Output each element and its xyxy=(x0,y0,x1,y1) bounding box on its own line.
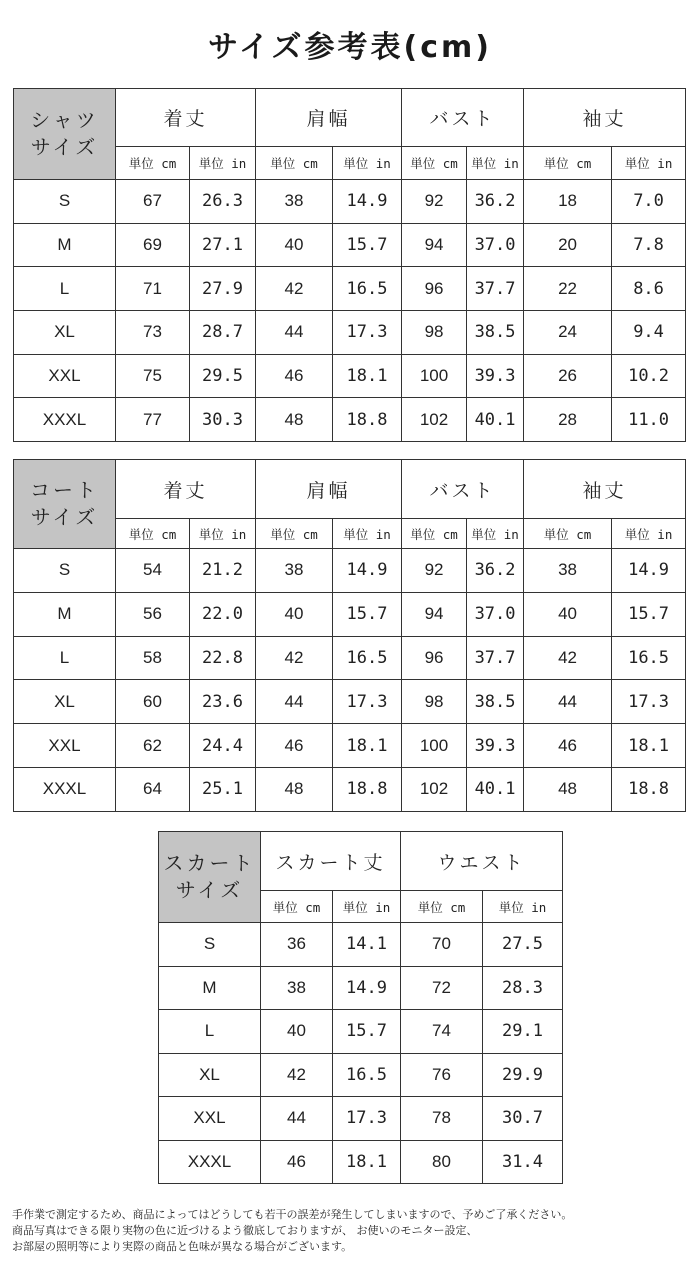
value-cm-cell: 92 xyxy=(402,549,467,593)
value-in-cell: 8.6 xyxy=(612,267,686,311)
value-in-cell: 18.8 xyxy=(333,767,402,811)
value-in-cell: 39.3 xyxy=(467,724,524,768)
value-cm-cell: 54 xyxy=(116,549,190,593)
value-in-cell: 37.0 xyxy=(467,223,524,267)
value-cm-cell: 77 xyxy=(116,398,190,442)
size-label-cell: M xyxy=(14,223,116,267)
shirt-size-label: シャツ サイズ xyxy=(14,89,116,180)
unit-cm: 単位 cm xyxy=(116,519,190,549)
value-cm-cell: 94 xyxy=(402,592,467,636)
value-in-cell: 23.6 xyxy=(190,680,256,724)
coat-header-sleeve: 袖丈 xyxy=(524,460,686,519)
value-in-cell: 15.7 xyxy=(333,592,402,636)
value-cm-cell: 26 xyxy=(524,354,612,398)
value-in-cell: 14.1 xyxy=(333,923,401,967)
table-row xyxy=(159,966,563,1010)
value-in-cell: 18.1 xyxy=(333,1140,401,1184)
value-cm-cell: 38 xyxy=(256,180,333,224)
value-in-cell: 27.9 xyxy=(190,267,256,311)
value-in-cell: 18.1 xyxy=(333,354,402,398)
value-cm-cell: 67 xyxy=(116,180,190,224)
table-row xyxy=(14,180,686,224)
coat-size-table xyxy=(13,459,686,812)
value-in-cell: 30.7 xyxy=(483,1097,563,1141)
value-in-cell: 16.5 xyxy=(333,636,402,680)
table-row xyxy=(14,767,686,811)
value-cm-cell: 94 xyxy=(402,223,467,267)
value-cm-cell: 40 xyxy=(261,1010,333,1054)
value-in-cell: 15.7 xyxy=(333,223,402,267)
table-row xyxy=(159,1053,563,1097)
unit-cm: 単位 cm xyxy=(256,147,333,180)
value-in-cell: 18.1 xyxy=(333,724,402,768)
value-cm-cell: 24 xyxy=(524,311,612,355)
size-label-cell: XXXL xyxy=(14,398,116,442)
value-cm-cell: 40 xyxy=(256,592,333,636)
unit-in: 単位 in xyxy=(333,891,401,923)
value-cm-cell: 80 xyxy=(401,1140,483,1184)
unit-cm: 単位 cm xyxy=(261,891,333,923)
table-row xyxy=(14,223,686,267)
unit-in: 単位 in xyxy=(467,519,524,549)
value-cm-cell: 56 xyxy=(116,592,190,636)
value-in-cell: 16.5 xyxy=(333,267,402,311)
coat-header-bust: バスト xyxy=(402,460,524,519)
disclaimer-note xyxy=(12,1207,692,1255)
value-cm-cell: 40 xyxy=(256,223,333,267)
value-in-cell: 37.7 xyxy=(467,636,524,680)
value-cm-cell: 18 xyxy=(524,180,612,224)
value-in-cell: 36.2 xyxy=(467,180,524,224)
value-in-cell: 16.5 xyxy=(612,636,686,680)
size-label-cell: XXL xyxy=(14,724,116,768)
value-in-cell: 28.7 xyxy=(190,311,256,355)
size-label-cell: XXXL xyxy=(14,767,116,811)
unit-in: 単位 in xyxy=(333,147,402,180)
value-in-cell: 27.1 xyxy=(190,223,256,267)
value-in-cell: 26.3 xyxy=(190,180,256,224)
value-cm-cell: 44 xyxy=(256,311,333,355)
value-in-cell: 14.9 xyxy=(333,966,401,1010)
value-cm-cell: 75 xyxy=(116,354,190,398)
value-in-cell: 18.8 xyxy=(612,767,686,811)
value-cm-cell: 20 xyxy=(524,223,612,267)
value-in-cell: 24.4 xyxy=(190,724,256,768)
size-label-cell: XXL xyxy=(159,1097,261,1141)
value-cm-cell: 46 xyxy=(256,354,333,398)
value-cm-cell: 72 xyxy=(401,966,483,1010)
skirt-size-label: スカート サイズ xyxy=(159,832,261,923)
value-in-cell: 37.0 xyxy=(467,592,524,636)
value-in-cell: 29.9 xyxy=(483,1053,563,1097)
value-in-cell: 9.4 xyxy=(612,311,686,355)
size-label-cell: XL xyxy=(159,1053,261,1097)
table-row xyxy=(14,724,686,768)
value-cm-cell: 102 xyxy=(402,767,467,811)
value-in-cell: 17.3 xyxy=(333,311,402,355)
size-label-cell: L xyxy=(159,1010,261,1054)
size-label-cell: XXXL xyxy=(159,1140,261,1184)
value-cm-cell: 70 xyxy=(401,923,483,967)
value-in-cell: 21.2 xyxy=(190,549,256,593)
table-row xyxy=(159,1010,563,1054)
size-label-cell: M xyxy=(159,966,261,1010)
unit-in: 単位 in xyxy=(190,519,256,549)
table-row xyxy=(14,636,686,680)
value-cm-cell: 102 xyxy=(402,398,467,442)
value-cm-cell: 22 xyxy=(524,267,612,311)
table-row xyxy=(14,267,686,311)
value-cm-cell: 38 xyxy=(524,549,612,593)
value-cm-cell: 71 xyxy=(116,267,190,311)
unit-in: 単位 in xyxy=(333,519,402,549)
value-cm-cell: 73 xyxy=(116,311,190,355)
unit-in: 単位 in xyxy=(467,147,524,180)
value-cm-cell: 38 xyxy=(256,549,333,593)
unit-in: 単位 in xyxy=(612,519,686,549)
value-in-cell: 40.1 xyxy=(467,767,524,811)
value-cm-cell: 48 xyxy=(524,767,612,811)
value-in-cell: 10.2 xyxy=(612,354,686,398)
value-cm-cell: 40 xyxy=(524,592,612,636)
value-in-cell: 14.9 xyxy=(612,549,686,593)
unit-cm: 単位 cm xyxy=(256,519,333,549)
value-cm-cell: 98 xyxy=(402,311,467,355)
value-cm-cell: 98 xyxy=(402,680,467,724)
value-cm-cell: 60 xyxy=(116,680,190,724)
value-cm-cell: 96 xyxy=(402,267,467,311)
skirt-header-waist: ウエスト xyxy=(401,832,563,891)
shirt-header-sleeve: 袖丈 xyxy=(524,89,686,147)
size-label-cell: S xyxy=(14,549,116,593)
unit-cm: 単位 cm xyxy=(402,147,467,180)
value-cm-cell: 48 xyxy=(256,767,333,811)
value-cm-cell: 38 xyxy=(261,966,333,1010)
value-in-cell: 39.3 xyxy=(467,354,524,398)
value-in-cell: 7.8 xyxy=(612,223,686,267)
table-row xyxy=(14,354,686,398)
unit-cm: 単位 cm xyxy=(402,519,467,549)
unit-cm: 単位 cm xyxy=(524,519,612,549)
value-in-cell: 22.0 xyxy=(190,592,256,636)
value-in-cell: 36.2 xyxy=(467,549,524,593)
unit-in: 単位 in xyxy=(483,891,563,923)
size-label-cell: S xyxy=(14,180,116,224)
value-cm-cell: 78 xyxy=(401,1097,483,1141)
value-cm-cell: 64 xyxy=(116,767,190,811)
value-cm-cell: 69 xyxy=(116,223,190,267)
value-cm-cell: 96 xyxy=(402,636,467,680)
table-row xyxy=(159,1140,563,1184)
shirt-header-bust: バスト xyxy=(402,89,524,147)
value-cm-cell: 42 xyxy=(261,1053,333,1097)
value-cm-cell: 46 xyxy=(524,724,612,768)
note-line: お部屋の照明等により実際の商品と色味が異なる場合がございます。 xyxy=(12,1240,353,1253)
note-line: 商品写真はできる限り実物の色に近づけるよう徹底しておりますが、 お使いのモニター設定、 xyxy=(12,1224,478,1237)
value-cm-cell: 100 xyxy=(402,724,467,768)
unit-in: 単位 in xyxy=(190,147,256,180)
unit-cm: 単位 cm xyxy=(116,147,190,180)
size-label-cell: L xyxy=(14,267,116,311)
value-in-cell: 11.0 xyxy=(612,398,686,442)
value-in-cell: 14.9 xyxy=(333,180,402,224)
skirt-size-table xyxy=(158,831,563,1184)
table-row xyxy=(159,923,563,967)
value-cm-cell: 44 xyxy=(524,680,612,724)
unit-cm: 単位 cm xyxy=(401,891,483,923)
value-in-cell: 30.3 xyxy=(190,398,256,442)
value-cm-cell: 58 xyxy=(116,636,190,680)
value-in-cell: 18.1 xyxy=(612,724,686,768)
value-in-cell: 40.1 xyxy=(467,398,524,442)
size-label-cell: XL xyxy=(14,680,116,724)
value-in-cell: 38.5 xyxy=(467,680,524,724)
size-label-cell: S xyxy=(159,923,261,967)
table-row xyxy=(14,680,686,724)
value-in-cell: 17.3 xyxy=(333,680,402,724)
value-cm-cell: 42 xyxy=(524,636,612,680)
size-label-cell: XL xyxy=(14,311,116,355)
coat-header-shoulder: 肩幅 xyxy=(256,460,402,519)
value-in-cell: 17.3 xyxy=(612,680,686,724)
skirt-header-length: スカート丈 xyxy=(261,832,401,891)
value-in-cell: 15.7 xyxy=(612,592,686,636)
shirt-header-length: 着丈 xyxy=(116,89,256,147)
note-line: 手作業で測定するため、商品によってはどうしても若干の誤差が発生してしまいますので、予めご了承ください。 xyxy=(12,1208,573,1221)
value-in-cell: 14.9 xyxy=(333,549,402,593)
value-cm-cell: 74 xyxy=(401,1010,483,1054)
size-label-cell: L xyxy=(14,636,116,680)
table-row xyxy=(14,592,686,636)
table-row xyxy=(14,398,686,442)
value-cm-cell: 92 xyxy=(402,180,467,224)
value-cm-cell: 44 xyxy=(256,680,333,724)
value-in-cell: 25.1 xyxy=(190,767,256,811)
value-cm-cell: 28 xyxy=(524,398,612,442)
value-in-cell: 7.0 xyxy=(612,180,686,224)
shirt-header-shoulder: 肩幅 xyxy=(256,89,402,147)
table-row xyxy=(14,311,686,355)
value-cm-cell: 100 xyxy=(402,354,467,398)
value-cm-cell: 44 xyxy=(261,1097,333,1141)
table-row xyxy=(159,1097,563,1141)
value-in-cell: 38.5 xyxy=(467,311,524,355)
value-in-cell: 18.8 xyxy=(333,398,402,442)
value-cm-cell: 76 xyxy=(401,1053,483,1097)
page-title: サイズ参考表(cm) xyxy=(207,30,493,65)
unit-in: 単位 in xyxy=(612,147,686,180)
value-in-cell: 29.5 xyxy=(190,354,256,398)
value-in-cell: 15.7 xyxy=(333,1010,401,1054)
value-cm-cell: 48 xyxy=(256,398,333,442)
value-in-cell: 27.5 xyxy=(483,923,563,967)
value-cm-cell: 62 xyxy=(116,724,190,768)
coat-size-label: コート サイズ xyxy=(14,460,116,549)
shirt-size-table xyxy=(13,88,686,442)
value-cm-cell: 42 xyxy=(256,636,333,680)
value-in-cell: 29.1 xyxy=(483,1010,563,1054)
coat-header-length: 着丈 xyxy=(116,460,256,519)
value-in-cell: 17.3 xyxy=(333,1097,401,1141)
value-cm-cell: 46 xyxy=(261,1140,333,1184)
value-cm-cell: 46 xyxy=(256,724,333,768)
value-in-cell: 22.8 xyxy=(190,636,256,680)
value-in-cell: 31.4 xyxy=(483,1140,563,1184)
value-in-cell: 28.3 xyxy=(483,966,563,1010)
size-label-cell: XXL xyxy=(14,354,116,398)
table-row xyxy=(14,549,686,593)
value-cm-cell: 42 xyxy=(256,267,333,311)
value-cm-cell: 36 xyxy=(261,923,333,967)
value-in-cell: 16.5 xyxy=(333,1053,401,1097)
unit-cm: 単位 cm xyxy=(524,147,612,180)
size-label-cell: M xyxy=(14,592,116,636)
value-in-cell: 37.7 xyxy=(467,267,524,311)
